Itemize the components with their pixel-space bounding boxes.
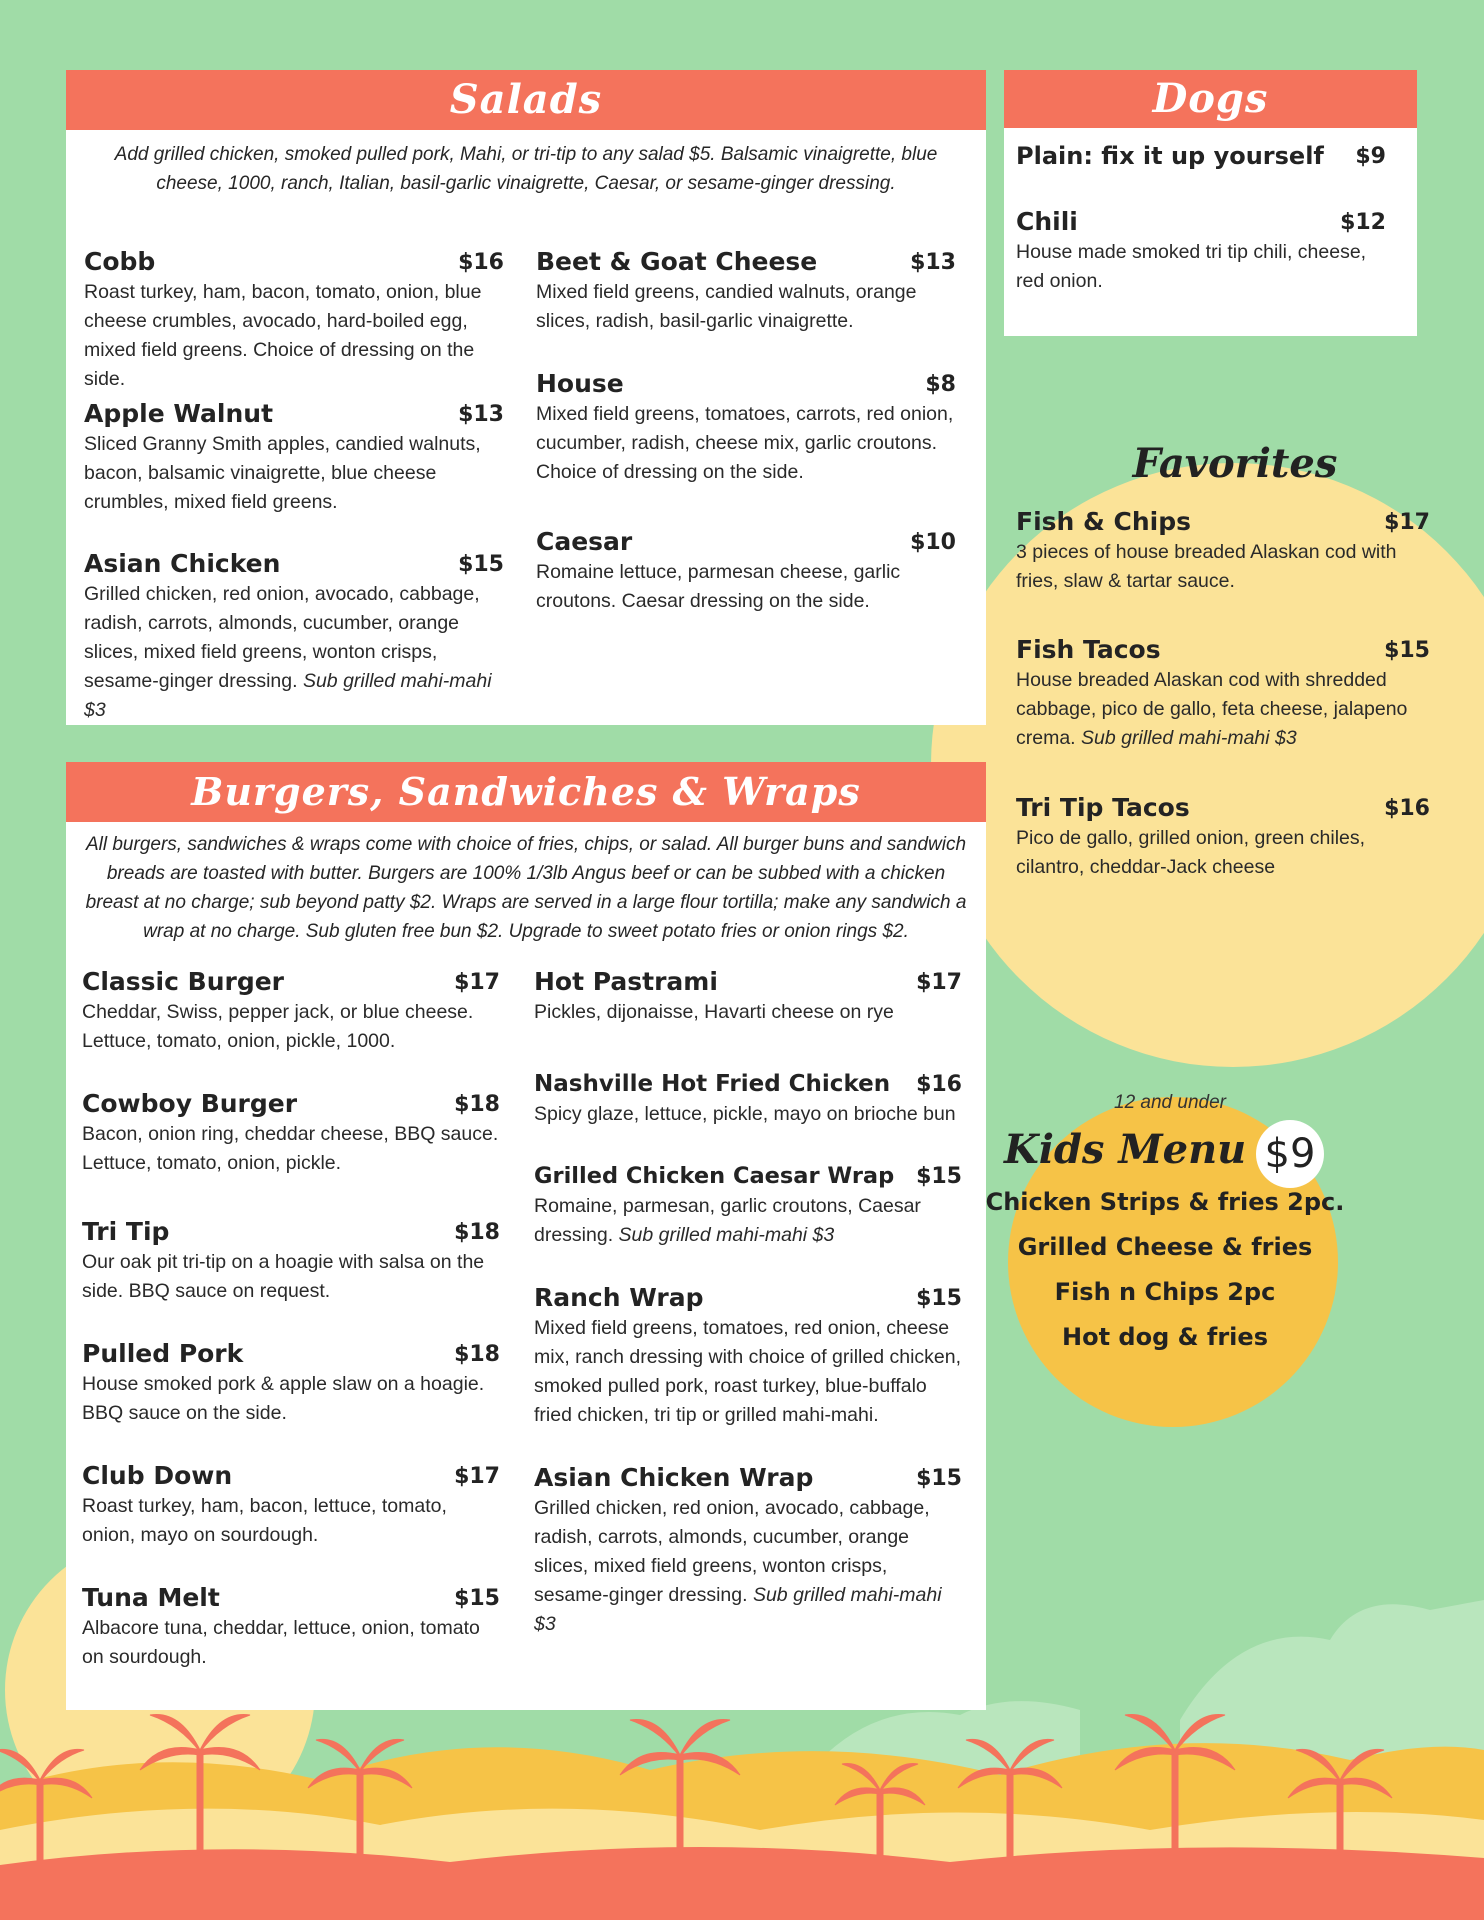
- item-description: Bacon, onion ring, cheddar cheese, BBQ sauce. Lettuce, tomato, onion, pickle.: [82, 1123, 499, 1174]
- item-price: $17: [1384, 510, 1430, 535]
- kids-item: Grilled Cheese & fries: [1017, 1233, 1313, 1261]
- dogs-panel: [1004, 70, 1417, 336]
- menu-item: [1016, 140, 1386, 172]
- item-price: $15: [458, 552, 504, 577]
- item-description: 3 pieces of house breaded Alaskan cod with fries, slaw & tartar sauce.: [1016, 541, 1397, 592]
- menu-item: [84, 548, 504, 725]
- item-price: $18: [454, 1092, 500, 1117]
- item-price: $17: [916, 970, 962, 995]
- item-name: Ranch Wrap: [534, 1283, 704, 1312]
- item-description: Spicy glaze, lettuce, pickle, mayo on brioche bun: [534, 1103, 956, 1125]
- item-name: Nashville Hot Fried Chicken: [534, 1071, 891, 1097]
- item-price: $16: [1384, 796, 1430, 821]
- kids-price: $9: [1264, 1131, 1316, 1177]
- menu-item: [84, 246, 504, 394]
- menu-item: [1016, 206, 1386, 296]
- item-price: $15: [916, 1164, 962, 1189]
- item-price: $16: [916, 1072, 962, 1097]
- item-price: $15: [454, 1586, 500, 1611]
- item-description: Our oak pit tri-tip on a hoagie with salsa on the side. BBQ sauce on request.: [82, 1251, 485, 1302]
- item-name: Asian Chicken: [84, 549, 281, 578]
- kids-item: Hot dog & fries: [1062, 1323, 1268, 1351]
- item-name: Cowboy Burger: [82, 1089, 298, 1118]
- item-name: Fish Tacos: [1016, 635, 1161, 664]
- cloud-shape: [1180, 1600, 1484, 1760]
- item-name: Tri Tip Tacos: [1016, 793, 1190, 822]
- item-description: Roast turkey, ham, bacon, tomato, onion, blue cheese crumbles, avocado, hard-boiled egg, mixed field greens. Choice of dressing on the side.: [84, 281, 482, 390]
- burgers-intro: All burgers, sandwiches & wraps come with choice of fries, chips, or salad. All burger buns and sandwich breads are toasted with butter. Burgers are 100% 1/3lb Angus beef or can be subbed with a chicken breast at no charge; sub beyond patty $2. Wraps are served in a large flour tortilla; make any sandwich a wrap at no charge. Sub gluten free bun $2. Upgrade to sweet potato fries or onion rings $2.: [85, 834, 967, 942]
- menu-item: [536, 526, 956, 616]
- item-description: [534, 1192, 962, 1250]
- item-name: Asian Chicken Wrap: [534, 1463, 814, 1492]
- item-description: House made smoked tri tip chili, cheese, red onion.: [1016, 241, 1367, 292]
- item-price: $16: [458, 250, 504, 275]
- dogs-title: Dogs: [1004, 70, 1417, 128]
- kids-item: Fish n Chips 2pc: [1054, 1278, 1276, 1306]
- menu-item: [1016, 506, 1430, 596]
- item-description-text: House breaded Alaskan cod with shredded cabbage, pico de gallo, feta cheese, jalapeno crema.: [1016, 669, 1408, 749]
- item-description-text: Grilled chicken, red onion, avocado, cabbage, radish, carrots, almonds, cucumber, orange slices, mixed field greens, wonton crisps, sesame-ginger dressing.: [84, 583, 480, 692]
- item-note: Sub grilled mahi-mahi $3: [1081, 727, 1297, 749]
- item-name: Cobb: [84, 247, 156, 276]
- item-price: $9: [1355, 144, 1386, 169]
- item-price: $15: [1384, 638, 1430, 663]
- salads-panel: [66, 70, 986, 725]
- item-price: $18: [454, 1342, 500, 1367]
- menu-item: [82, 1460, 500, 1550]
- item-name: Apple Walnut: [84, 399, 274, 428]
- item-description: Roast turkey, ham, bacon, lettuce, tomato, onion, mayo on sourdough.: [82, 1495, 447, 1546]
- menu-item: [82, 1582, 500, 1672]
- menu-item: [1016, 792, 1430, 882]
- item-description: Mixed field greens, tomatoes, carrots, red onion, cucumber, radish, cheese mix, garlic croutons. Choice of dressing on the side.: [536, 403, 954, 483]
- item-name: Tuna Melt: [82, 1583, 220, 1612]
- item-name: Grilled Chicken Caesar Wrap: [534, 1163, 895, 1189]
- menu-item: [536, 368, 956, 487]
- item-name: Caesar: [536, 527, 633, 556]
- item-description: Pico de gallo, grilled onion, green chiles, cilantro, cheddar-Jack cheese: [1016, 827, 1366, 878]
- kids-subtitle: 12 and under: [1114, 1092, 1226, 1113]
- item-description: House smoked pork & apple slaw on a hoagie. BBQ sauce on the side.: [82, 1373, 485, 1424]
- burgers-title: Burgers, Sandwiches & Wraps: [66, 762, 986, 822]
- item-note: Sub grilled mahi-mahi $3: [618, 1224, 835, 1246]
- item-description: Cheddar, Swiss, pepper jack, or blue cheese. Lettuce, tomato, onion, pickle, 1000.: [82, 1001, 474, 1052]
- kids-item: Chicken Strips & fries 2pc.: [985, 1188, 1345, 1216]
- item-name: Hot Pastrami: [534, 967, 718, 996]
- menu-item: [536, 246, 956, 336]
- menu-item: [534, 1068, 962, 1129]
- kids-title: Kids Menu: [1004, 1126, 1247, 1173]
- item-name: Tri Tip: [82, 1217, 170, 1246]
- menu-item: [82, 1088, 500, 1178]
- item-name: Chili: [1016, 207, 1078, 236]
- item-price: $17: [454, 970, 500, 995]
- item-description: [84, 580, 504, 725]
- item-price: $15: [916, 1286, 962, 1311]
- item-description: Romaine lettuce, parmesan cheese, garlic croutons. Caesar dressing on the side.: [536, 561, 901, 612]
- item-description: Sliced Granny Smith apples, candied walnuts, bacon, balsamic vinaigrette, blue cheese crumbles, mixed field greens.: [84, 433, 481, 513]
- item-description: Mixed field greens, candied walnuts, orange slices, radish, basil-garlic vinaigrette.: [536, 281, 917, 332]
- favorites-title: Favorites: [1132, 440, 1338, 487]
- item-price: $8: [925, 372, 956, 397]
- menu-item: [534, 1462, 962, 1639]
- item-note: Sub grilled mahi-mahi $3: [534, 1584, 942, 1635]
- item-description-text: Grilled chicken, red onion, avocado, cabbage, radish, carrots, almonds, cucumber, orange slices, mixed field greens, wonton crisps, sesame-ginger dressing.: [534, 1497, 930, 1606]
- item-price: $18: [454, 1220, 500, 1245]
- item-price: $13: [910, 250, 956, 275]
- item-name: House: [536, 369, 624, 398]
- menu-item: [534, 1282, 962, 1430]
- menu-item: [534, 1160, 962, 1250]
- menu-item: [534, 966, 962, 1027]
- item-name: Club Down: [82, 1461, 233, 1490]
- item-name: Classic Burger: [82, 967, 285, 996]
- item-price: $17: [454, 1464, 500, 1489]
- item-description: [534, 1494, 962, 1639]
- item-description: Mixed field greens, tomatoes, red onion, cheese mix, ranch dressing with choice of grilled chicken, smoked pulled pork, roast turkey, blue-buffalo fried chicken, tri tip or grilled mahi-mahi.: [534, 1317, 962, 1426]
- salads-intro: Add grilled chicken, smoked pulled pork, Mahi, or tri-tip to any salad $5. Balsamic vinaigrette, blue cheese, 1000, ranch, Italian, basil-garlic vinaigrette, Caesar, or sesame-ginger dressing.: [114, 144, 938, 194]
- kids-item-list: [970, 1180, 1360, 1360]
- item-price: $12: [1340, 210, 1386, 235]
- kids-price-badge: [1256, 1120, 1324, 1188]
- item-price: $13: [458, 402, 504, 427]
- item-name: Plain: fix it up yourself: [1016, 142, 1324, 170]
- item-price: $10: [910, 530, 956, 555]
- item-name: Pulled Pork: [82, 1339, 244, 1368]
- item-name: Beet & Goat Cheese: [536, 247, 818, 276]
- hills-front: [0, 1847, 1484, 1920]
- item-description: [1016, 666, 1430, 753]
- salads-title: Salads: [66, 70, 986, 130]
- menu-item: [82, 1216, 500, 1306]
- item-description: Pickles, dijonaisse, Havarti cheese on rye: [534, 1001, 894, 1023]
- menu-item: [84, 398, 504, 517]
- item-note: Sub grilled mahi-mahi $3: [84, 670, 492, 721]
- menu-item: [82, 966, 500, 1056]
- burgers-panel: [66, 762, 986, 1710]
- menu-item: [1016, 634, 1430, 753]
- item-description: Albacore tuna, cheddar, lettuce, onion, tomato on sourdough.: [82, 1617, 480, 1668]
- item-description-text: Romaine, parmesan, garlic croutons, Caesar dressing.: [534, 1195, 921, 1246]
- item-price: $15: [916, 1466, 962, 1491]
- menu-item: [82, 1338, 500, 1428]
- item-name: Fish & Chips: [1016, 507, 1192, 536]
